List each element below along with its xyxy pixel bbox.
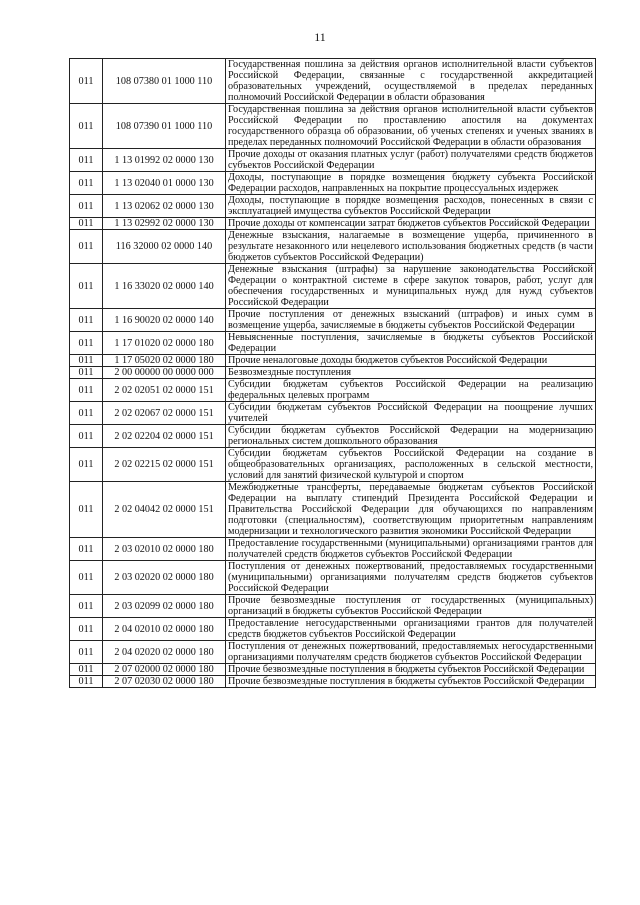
revenue-name-cell: Субсидии бюджетам субъектов Российской Федерации на модернизацию региональных систем дошкольного образования [226,425,596,448]
budget-code-cell: 1 16 90020 02 0000 140 [103,309,226,332]
admin-code-cell: 011 [70,104,103,149]
revenue-name-cell: Прочие поступления от денежных взысканий (штрафов) и иных сумм в возмещение ущерба, зачисляемые в бюджеты субъектов Российской Федерации [226,309,596,332]
revenue-name-cell: Прочие безвозмездные поступления в бюджеты субъектов Российской Федерации [226,664,596,676]
budget-classification-table [69,58,596,688]
table-row [70,402,596,425]
revenue-name-cell: Доходы, поступающие в порядке возмещения расходов, понесенных в связи с эксплуатацией имущества субъектов Российской Федерации [226,195,596,218]
admin-code-cell: 011 [70,448,103,482]
table-row [70,676,596,688]
admin-code-cell: 011 [70,664,103,676]
revenue-name-cell: Межбюджетные трансферты, передаваемые бюджетам субъектов Российской Федерации на выплату стипендий Президента Российской Федерации и Правительства Российской Федерации для обучающихся по направлениям подготовки (специальностям), соответствующим приоритетным направлениям модернизации и технологического развития экономики Российской Федерации [226,482,596,538]
revenue-name-cell: Субсидии бюджетам субъектов Российской Федерации на реализацию федеральных целевых программ [226,379,596,402]
table-row [70,309,596,332]
budget-code-cell: 1 16 33020 02 0000 140 [103,264,226,309]
admin-code-cell: 011 [70,309,103,332]
table-row [70,641,596,664]
table-row [70,482,596,538]
admin-code-cell: 011 [70,264,103,309]
budget-code-cell: 116 32000 02 0000 140 [103,230,226,264]
budget-code-cell: 2 02 02051 02 0000 151 [103,379,226,402]
revenue-name-cell: Прочие доходы от оказания платных услуг (работ) получателями средств бюджетов субъектов Российской Федерации [226,149,596,172]
admin-code-cell: 011 [70,402,103,425]
table-row [70,230,596,264]
table-row [70,561,596,595]
table-row [70,172,596,195]
budget-code-cell: 2 02 04042 02 0000 151 [103,482,226,538]
admin-code-cell: 011 [70,538,103,561]
budget-code-cell: 1 17 05020 02 0000 180 [103,355,226,367]
revenue-name-cell: Денежные взыскания, налагаемые в возмещение ущерба, причиненного в результате незаконного или нецелевого использования бюджетных средств (в части бюджетов субъектов Российской Федерации) [226,230,596,264]
budget-code-cell: 2 02 02067 02 0000 151 [103,402,226,425]
budget-code-cell: 2 02 02215 02 0000 151 [103,448,226,482]
revenue-name-cell: Субсидии бюджетам субъектов Российской Федерации на создание в общеобразовательных организациях, расположенных в сельской местности, условий для занятий физической культурой и спортом [226,448,596,482]
budget-code-cell: 1 13 01992 02 0000 130 [103,149,226,172]
budget-code-cell: 2 03 02099 02 0000 180 [103,595,226,618]
budget-code-cell: 2 03 02020 02 0000 180 [103,561,226,595]
admin-code-cell: 011 [70,379,103,402]
table-row [70,59,596,104]
revenue-name-cell: Безвозмездные поступления [226,367,596,379]
admin-code-cell: 011 [70,676,103,688]
revenue-name-cell: Государственная пошлина за действия органов исполнительной власти субъектов Российской Федерации, связанные с государственной аккредитацией образовательных учреждений, осуществляемой в пределах переданных полномочий Российской Федерации в области образования [226,59,596,104]
table-row [70,332,596,355]
revenue-name-cell: Предоставление негосударственными организациями грантов для получателей средств бюджетов субъектов Российской Федерации [226,618,596,641]
table-row [70,448,596,482]
budget-code-cell: 2 04 02010 02 0000 180 [103,618,226,641]
table-row [70,367,596,379]
budget-code-cell: 2 02 02204 02 0000 151 [103,425,226,448]
table-row [70,264,596,309]
admin-code-cell: 011 [70,230,103,264]
revenue-name-cell: Прочие безвозмездные поступления от государственных (муниципальных) организаций в бюджеты субъектов Российской Федерации [226,595,596,618]
budget-code-cell: 1 13 02040 01 0000 130 [103,172,226,195]
admin-code-cell: 011 [70,59,103,104]
table-row [70,149,596,172]
table-row [70,664,596,676]
budget-code-cell: 108 07380 01 1000 110 [103,59,226,104]
budget-code-cell: 1 17 01020 02 0000 180 [103,332,226,355]
revenue-name-cell: Поступления от денежных пожертвований, предоставляемых негосударственными организациями получателям средств бюджетов субъектов Российской Федерации [226,641,596,664]
table-row [70,104,596,149]
page-number: 11 [314,30,326,44]
admin-code-cell: 011 [70,172,103,195]
admin-code-cell: 011 [70,482,103,538]
revenue-name-cell: Доходы, поступающие в порядке возмещения бюджету субъекта Российской Федерации расходов, направленных на покрытие процессуальных издержек [226,172,596,195]
budget-code-cell: 2 07 02000 02 0000 180 [103,664,226,676]
revenue-name-cell: Прочие неналоговые доходы бюджетов субъектов Российской Федерации [226,355,596,367]
budget-code-cell: 2 04 02020 02 0000 180 [103,641,226,664]
admin-code-cell: 011 [70,195,103,218]
table-body [70,59,596,688]
admin-code-cell: 011 [70,425,103,448]
admin-code-cell: 011 [70,218,103,230]
budget-code-cell: 2 00 00000 00 0000 000 [103,367,226,379]
table-row [70,195,596,218]
table-row [70,425,596,448]
admin-code-cell: 011 [70,332,103,355]
revenue-name-cell: Предоставление государственными (муниципальными) организациями грантов для получателей средств бюджетов субъектов Российской Федерации [226,538,596,561]
budget-code-cell: 108 07390 01 1000 110 [103,104,226,149]
revenue-name-cell: Денежные взыскания (штрафы) за нарушение законодательства Российской Федерации о контрактной системе в сфере закупок товаров, работ, услуг для обеспечения государственных и муниципальных нужд для нужд субъектов Российской Федерации [226,264,596,309]
revenue-name-cell: Поступления от денежных пожертвований, предоставляемых государственными (муниципальными) организациями получателям средств бюджетов субъектов Российской Федерации [226,561,596,595]
table-row [70,538,596,561]
revenue-name-cell: Невыясненные поступления, зачисляемые в бюджеты субъектов Российской Федерации [226,332,596,355]
revenue-name-cell: Государственная пошлина за действия органов исполнительной власти субъектов Российской Федерации по проставлению апостиля на документах государственного образца об образовании, об ученых степенях и ученых званиях в пределах переданных полномочий Российской Федерации в области образования [226,104,596,149]
table-row [70,618,596,641]
admin-code-cell: 011 [70,149,103,172]
budget-code-cell: 1 13 02992 02 0000 130 [103,218,226,230]
budget-code-cell: 2 07 02030 02 0000 180 [103,676,226,688]
admin-code-cell: 011 [70,355,103,367]
table-row [70,595,596,618]
budget-code-cell: 1 13 02062 02 0000 130 [103,195,226,218]
table-row [70,355,596,367]
admin-code-cell: 011 [70,641,103,664]
revenue-name-cell: Прочие доходы от компенсации затрат бюджетов субъектов Российской Федерации [226,218,596,230]
revenue-name-cell: Субсидии бюджетам субъектов Российской Федерации на поощрение лучших учителей [226,402,596,425]
admin-code-cell: 011 [70,561,103,595]
admin-code-cell: 011 [70,618,103,641]
budget-code-cell: 2 03 02010 02 0000 180 [103,538,226,561]
revenue-name-cell: Прочие безвозмездные поступления в бюджеты субъектов Российской Федерации [226,676,596,688]
table-row [70,379,596,402]
table-row [70,218,596,230]
admin-code-cell: 011 [70,367,103,379]
admin-code-cell: 011 [70,595,103,618]
